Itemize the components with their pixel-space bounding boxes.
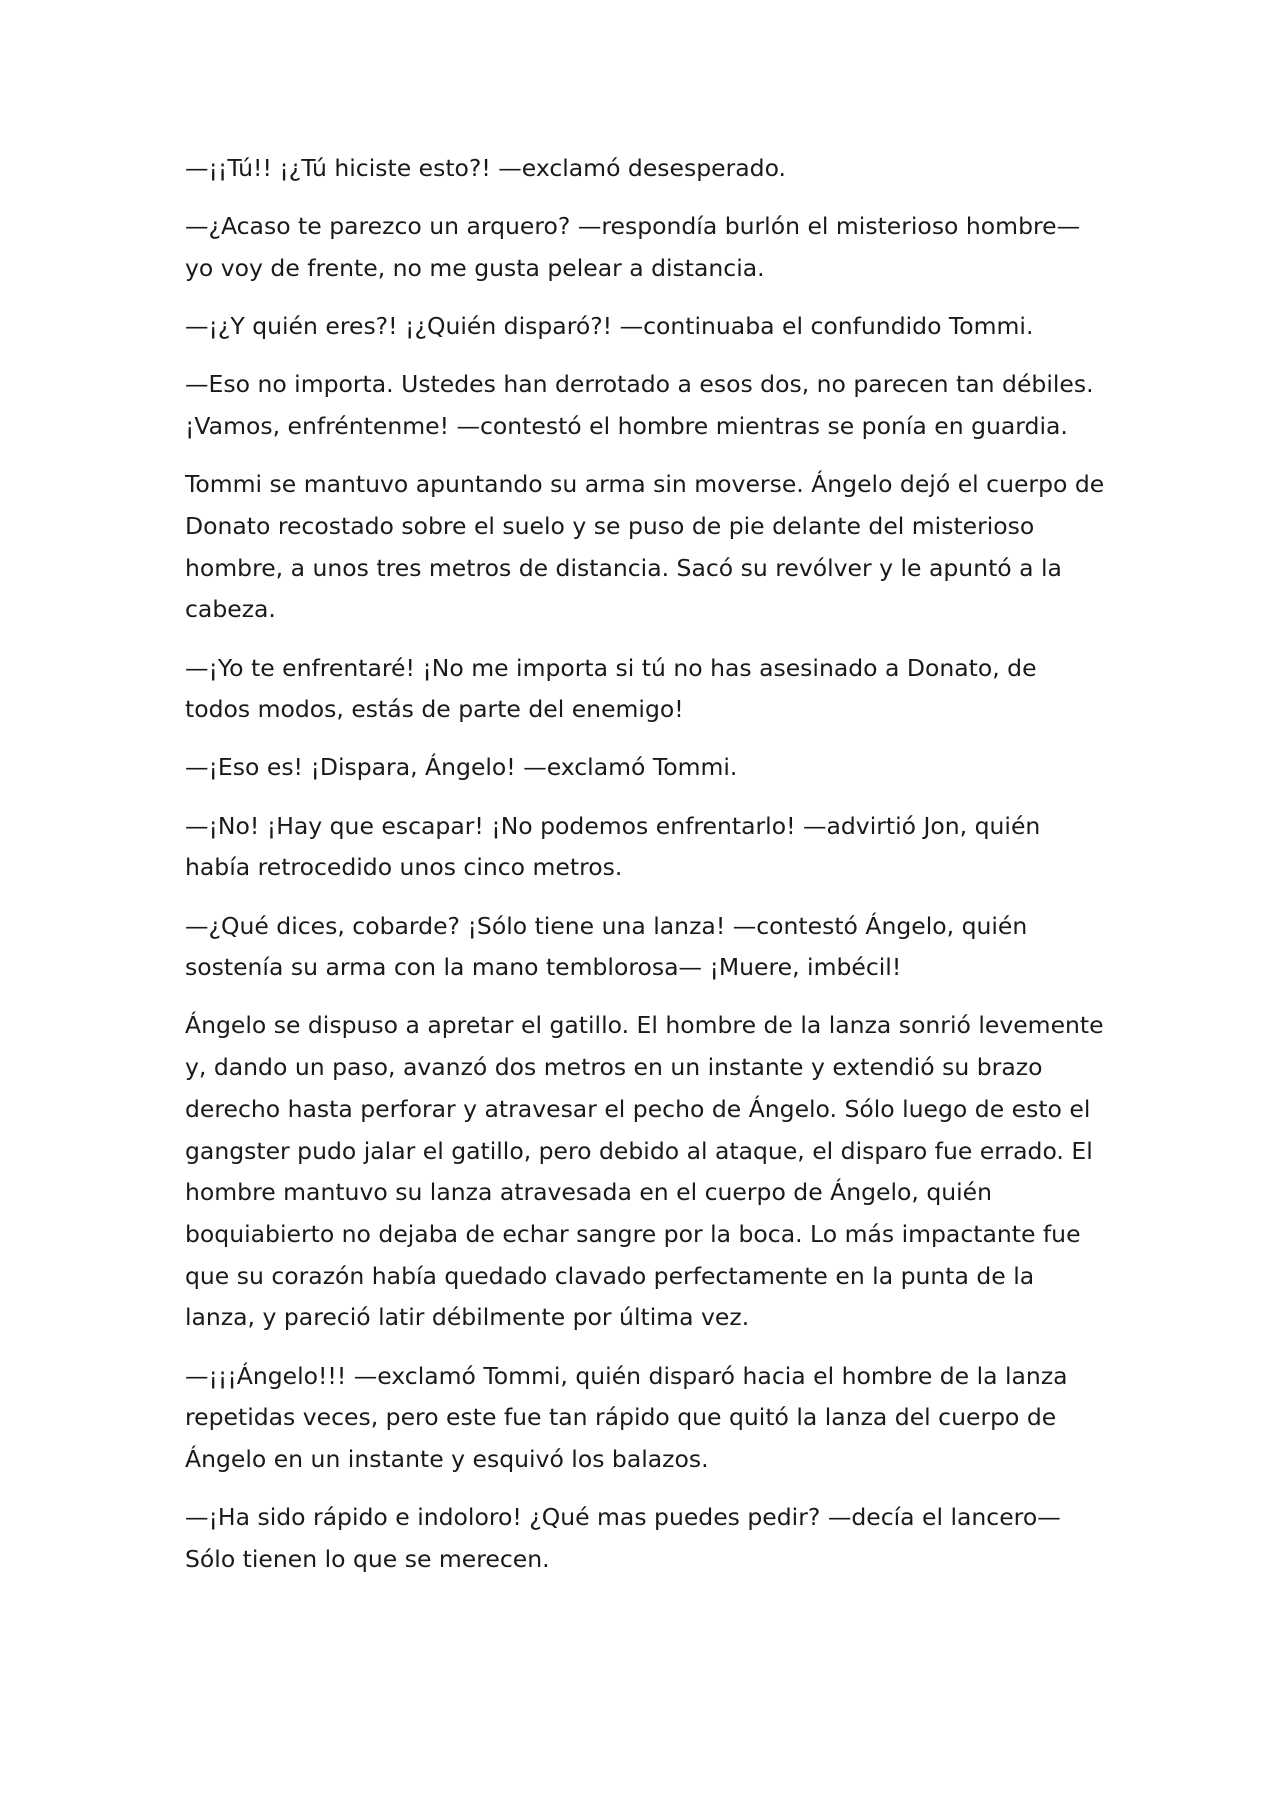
paragraph: —¡Eso es! ¡Dispara, Ángelo! —exclamó Tommi. <box>185 753 738 782</box>
paragraph: Tommi se mantuvo apuntando su arma sin moverse. Ángelo dejó el cuerpo de Donato recostado sobre el suelo y se puso de pie delante del misterioso hombre, a unos tres metros de distancia. Sacó su revólver y le apuntó a la cabeza. <box>185 470 1105 624</box>
paragraph: —Eso no importa. Ustedes han derrotado a esos dos, no parecen tan débiles. ¡Vamos, enfréntenme! —contestó el hombre mientras se ponía en guardia. <box>185 370 1094 441</box>
paragraph: —¿Acaso te parezco un arquero? —respondía burlón el misterioso hombre— yo voy de frente, no me gusta pelear a distancia. <box>185 212 1081 282</box>
paragraph: —¡¡¡Ángelo!!! —exclamó Tommi, quién disparó hacia el hombre de la lanza repetidas veces, pero este fue tan rápido que quitó la lanza del cuerpo de Ángelo en un instante y esquivó los balazos. <box>185 1361 1068 1473</box>
paragraph: —¡Ha sido rápido e indoloro! ¿Qué mas puedes pedir? —decía el lancero— Sólo tienen lo que se merecen. <box>185 1503 1061 1573</box>
paragraph: Ángelo se dispuso a apretar el gatillo. El hombre de la lanza sonrió levemente y, dando un paso, avanzó dos metros en un instante y extendió su brazo derecho hasta perforar y atravesar el pecho de Ángelo. Sólo luego de esto el gangster pudo jalar el gatillo, pero debido al ataque, el disparo fue errado. El hombre mantuvo su lanza atravesada en el cuerpo de Ángelo, quién boquiabierto no dejaba de echar sangre por la boca. Lo más impactante fue que su corazón había quedado clavado perfectamente en la punta de la lanza, y pareció latir débilmente por última vez. <box>185 1011 1104 1332</box>
paragraph: —¡¡Tú!! ¡¿Tú hiciste esto?! —exclamó desesperado. <box>185 154 787 182</box>
paragraph: —¡Yo te enfrentaré! ¡No me importa si tú no has asesinado a Donato, de todos modos, estás de parte del enemigo! <box>185 653 1037 724</box>
paragraph: —¡¿Y quién eres?! ¡¿Quién disparó?! —continuaba el confundido Tommi. <box>185 312 1034 341</box>
paragraph: —¡No! ¡Hay que escapar! ¡No podemos enfrentarlo! —advirtió Jon, quién había retrocedido unos cinco metros. <box>185 811 1041 882</box>
paragraph: —¿Qué dices, cobarde? ¡Sólo tiene una lanza! —contestó Ángelo, quién sostenía su arma con la mano temblorosa— ¡Muere, imbécil! <box>185 911 1028 982</box>
document-text-body <box>185 148 1105 1597</box>
